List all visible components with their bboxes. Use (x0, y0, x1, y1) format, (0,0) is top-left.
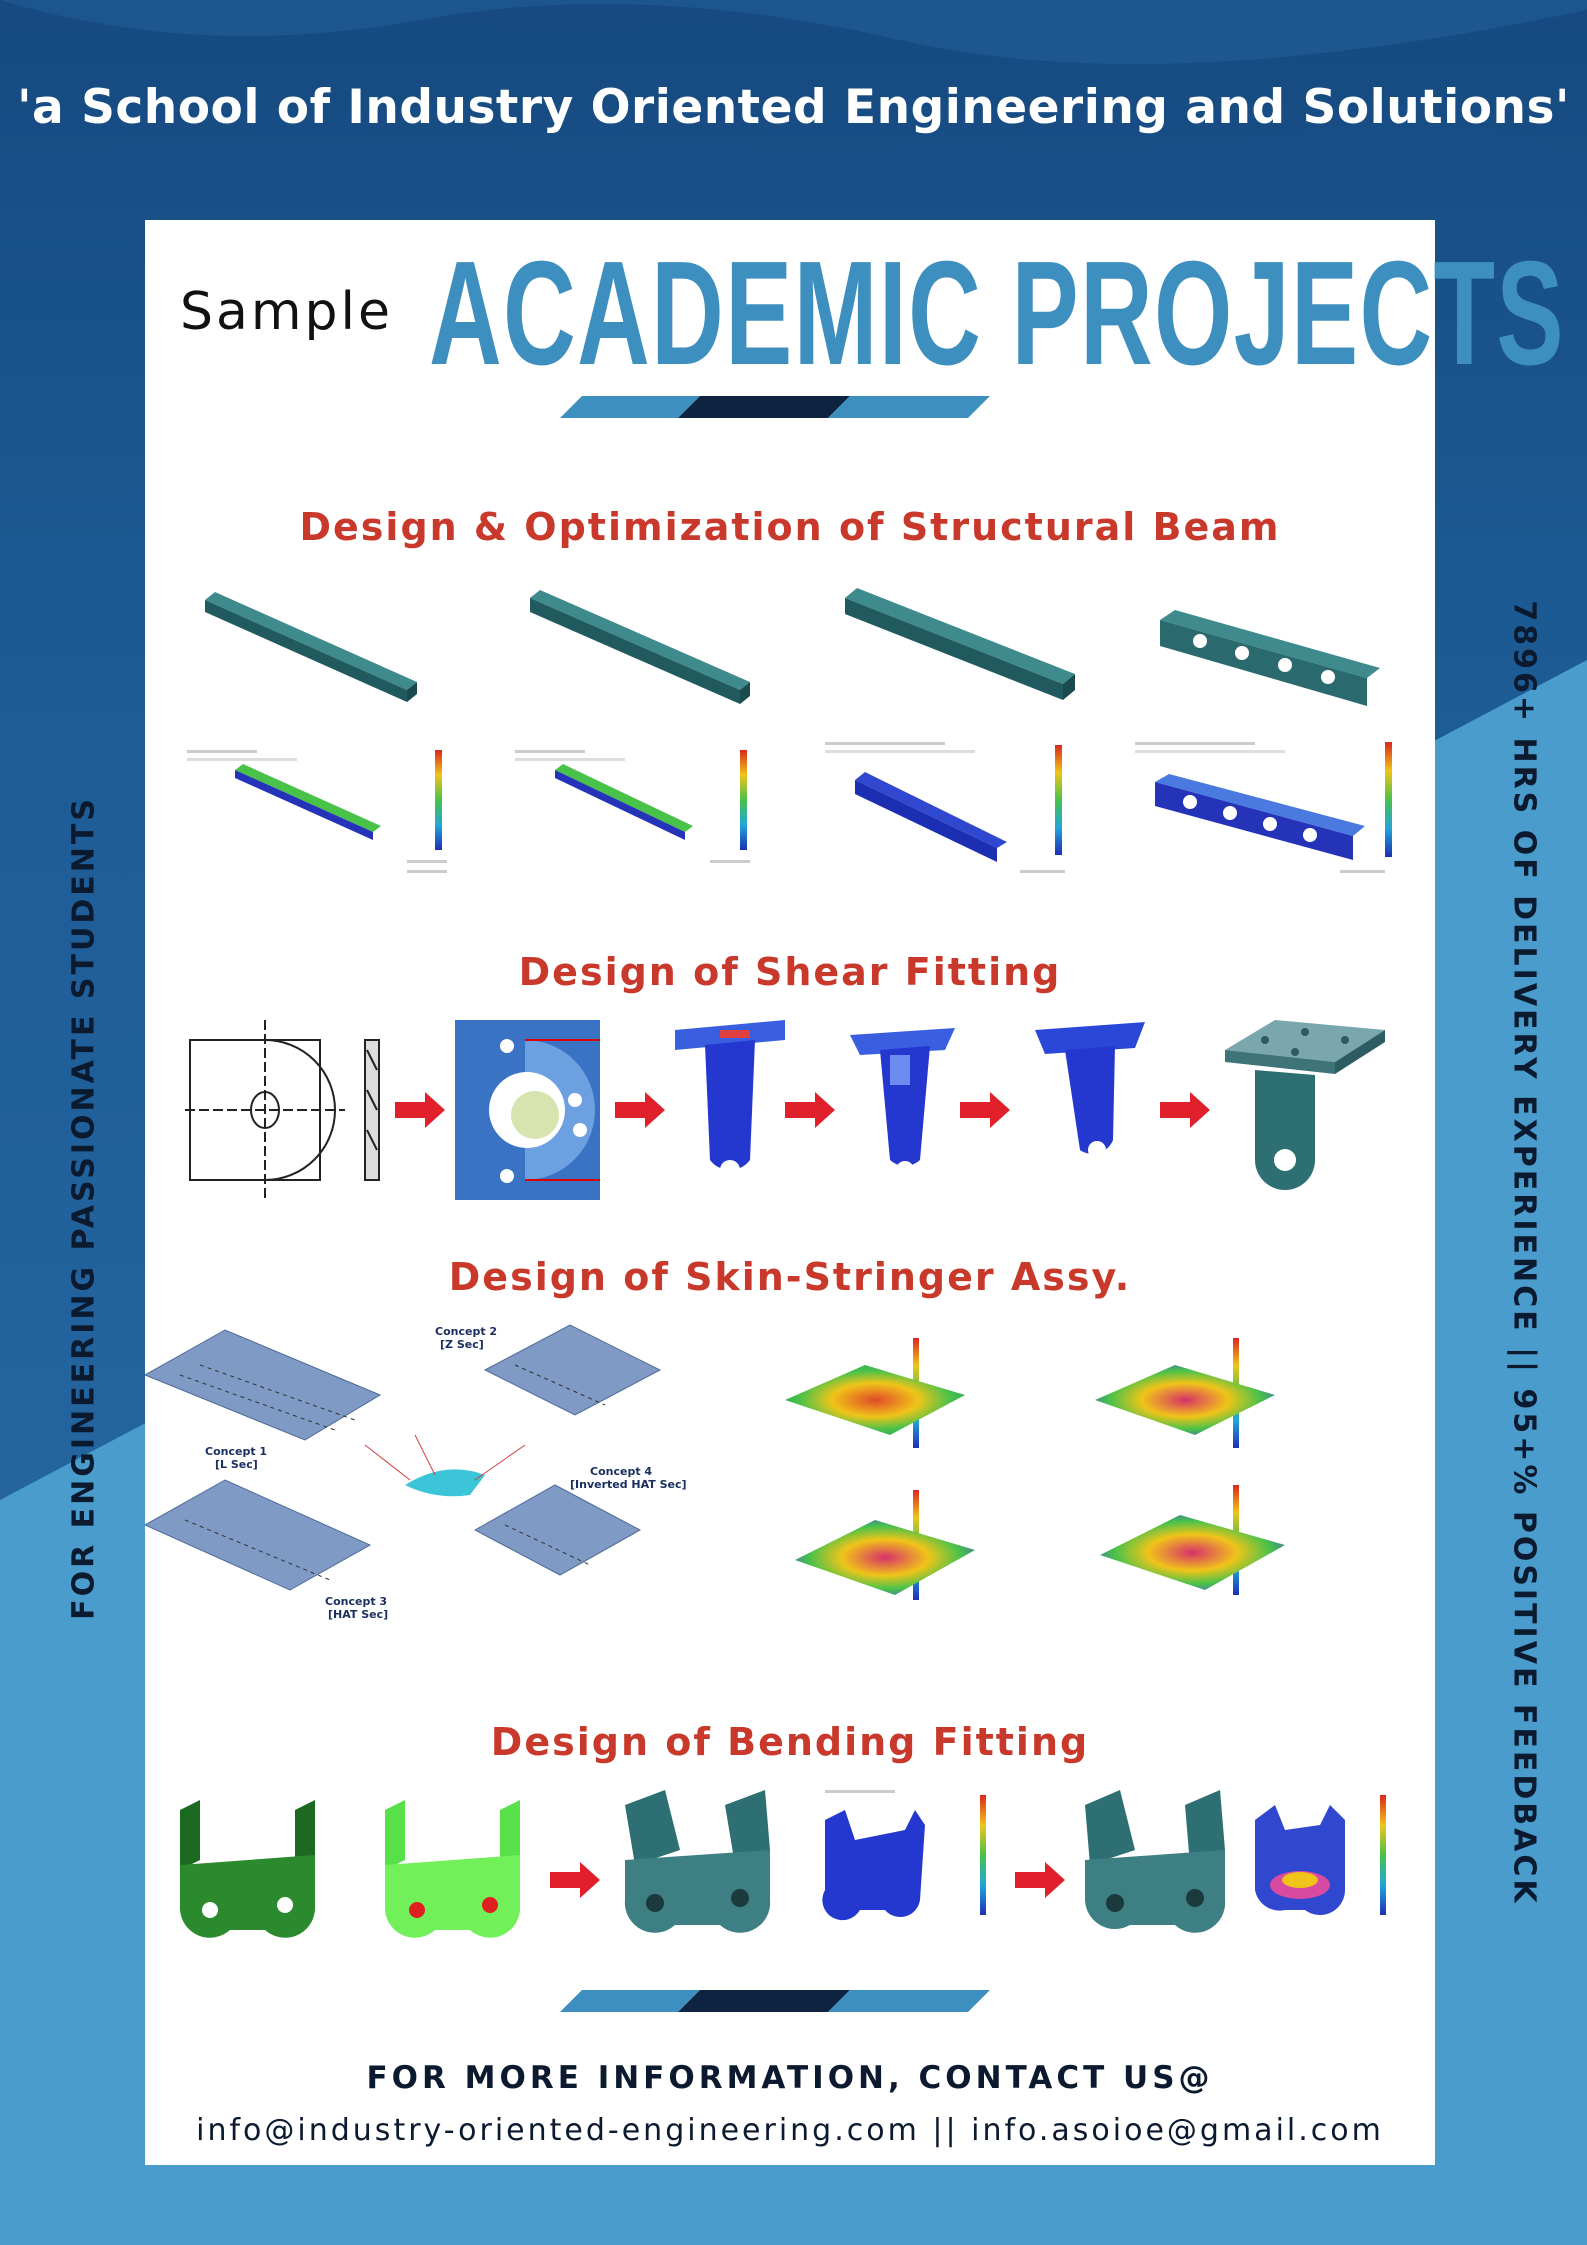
contact-heading: FOR MORE INFORMATION, CONTACT US@ (366, 2060, 1214, 2096)
bending-fitting-figure (145, 1780, 1435, 1970)
buckling-mode-2 (1095, 1338, 1275, 1448)
shear-fitting-fea-3 (1035, 1022, 1145, 1159)
contact-emails[interactable]: info@industry-oriented-engineering.com || info.asoioe@gmail.com (196, 2113, 1384, 2148)
concept2-sub: [Z Sec] (440, 1338, 484, 1351)
bending-fitting-model-green (180, 1800, 315, 1938)
concept4-label: Concept 4 (590, 1465, 653, 1478)
concept1-sub: [L Sec] (215, 1458, 258, 1471)
arrow-icon (785, 1092, 835, 1128)
concept4-sub: [Inverted HAT Sec] (570, 1478, 687, 1491)
concept2-label: Concept 2 (435, 1325, 498, 1338)
shear-fitting-figure (145, 1010, 1435, 1220)
buckling-mode-1 (785, 1338, 965, 1448)
header-title: ACADEMIC PROJECTS (429, 231, 1565, 396)
section-title-bending-fitting: Design of Bending Fitting (490, 1720, 1090, 1764)
shear-fitting-fea-2 (850, 1028, 955, 1179)
section-title-shear-fitting: Design of Shear Fitting (518, 950, 1062, 994)
beam-models-figure (145, 570, 1435, 720)
tagline: 'a School of Industry Oriented Engineering and Solutions' (17, 80, 1570, 135)
panel-concept-1 (145, 1330, 380, 1440)
shear-fitting-regions (455, 1020, 600, 1200)
panel-concept-4 (475, 1485, 640, 1575)
beam-model-2 (530, 590, 750, 704)
concept3-label: Concept 3 (325, 1595, 388, 1608)
arrow-icon (1015, 1862, 1065, 1898)
buckling-mode-4 (1100, 1485, 1285, 1595)
fea-plot-3 (825, 742, 1065, 873)
beam-model-1 (205, 592, 417, 702)
arrow-icon (395, 1092, 445, 1128)
bending-fitting-model-teal (625, 1790, 770, 1933)
fea-plot-1 (187, 750, 447, 873)
fea-plot-2 (515, 750, 750, 863)
shear-fitting-drawing (185, 1020, 379, 1200)
bending-fitting-model-teal-2 (1085, 1790, 1225, 1933)
header-sample: Sample (180, 282, 393, 342)
beam-model-3 (845, 588, 1075, 700)
divider-stripe-top (560, 396, 990, 418)
arrow-icon (960, 1092, 1010, 1128)
skin-stringer-fea-figure (765, 1320, 1435, 1630)
bending-fitting-fea-2 (1255, 1795, 1386, 1915)
section-title-skin-stringer: Design of Skin-Stringer Assy. (448, 1255, 1132, 1299)
side-text-right: 7896+ HRS OF DELIVERY EXPERIENCE || 95+% POSITIVE FEEDBACK (1506, 600, 1542, 1906)
arrow-icon (1160, 1092, 1210, 1128)
divider-stripe-bottom (560, 1990, 990, 2012)
concept1-label: Concept 1 (205, 1445, 268, 1458)
shear-fitting-final-model (1225, 1020, 1385, 1190)
side-text-left: FOR ENGINEERING PASSIONATE STUDENTS (66, 796, 102, 1620)
section-title-structural-beam: Design & Optimization of Structural Beam (299, 505, 1281, 549)
wing-section-icon (365, 1435, 525, 1496)
concept3-sub: [HAT Sec] (328, 1608, 389, 1621)
bending-fitting-fea-1 (822, 1790, 986, 1920)
shear-fitting-fea-1 (675, 1020, 785, 1180)
buckling-mode-3 (795, 1490, 975, 1600)
beam-fea-results-figure (145, 730, 1435, 900)
panel-concept-3 (145, 1480, 370, 1590)
beam-model-4 (1160, 610, 1380, 706)
fea-plot-4 (1135, 742, 1392, 873)
skin-stringer-concepts-figure (145, 1315, 785, 1635)
arrow-icon (615, 1092, 665, 1128)
panel-concept-2 (485, 1325, 660, 1415)
arrow-icon (550, 1862, 600, 1898)
bending-fitting-model-lime (385, 1800, 520, 1938)
